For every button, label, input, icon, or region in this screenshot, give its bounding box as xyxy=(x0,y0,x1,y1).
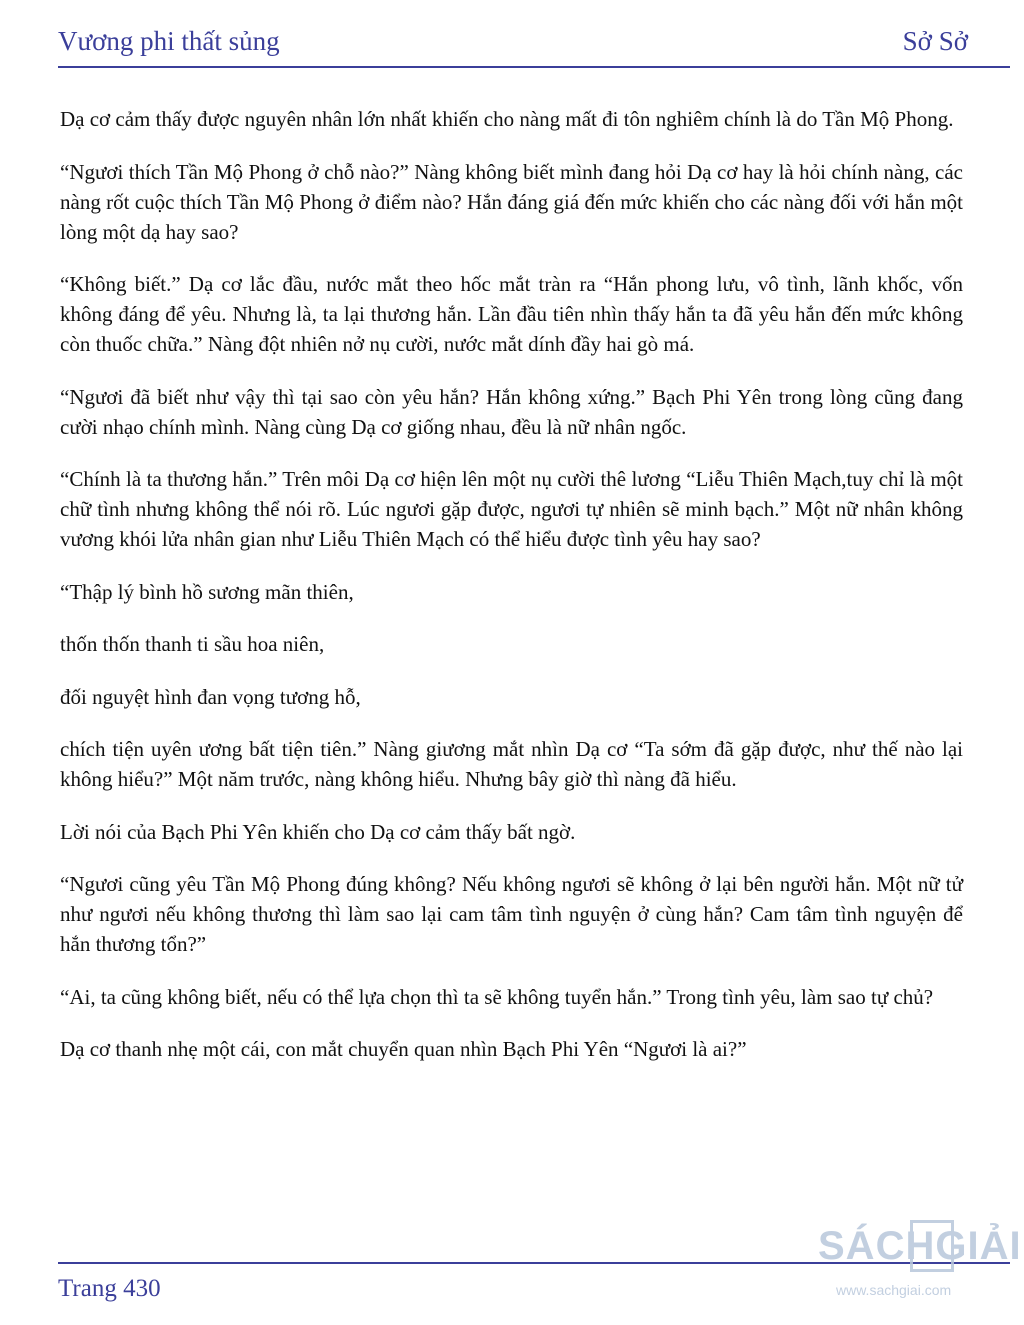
page-number: Trang 430 xyxy=(58,1275,161,1302)
paragraph: Lời nói của Bạch Phi Yên khiến cho Dạ cơ cảm thấy bất ngờ. xyxy=(60,819,576,844)
book-title: Vương phi thất sủng xyxy=(58,26,280,56)
watermark-brand: SÁCHGIẢI xyxy=(818,1224,1022,1268)
paragraph: “Ngươi cũng yêu Tần Mộ Phong đúng không? Nếu không ngươi sẽ không ở lại bên người hắn. Một nữ tử như ngươi nếu không thương thì làm sao lại cam tâm tình nguyện ở cùng hắn? Cam tâm tình nguyện để hắn thương tổn?” xyxy=(60,872,963,956)
poem-line: thốn thốn thanh ti sầu hoa niên, xyxy=(60,632,325,656)
paragraph: “Không biết.” Dạ cơ lắc đầu, nước mắt theo hốc mắt tràn ra “Hắn phong lưu, vô tình, lãnh khốc, vốn không đáng để yêu. Nhưng là, ta lại thương hắn. Lần đầu tiên nhìn thấy hắn ta đã yêu hắn đến mức không còn thuốc chữa.” Nàng đột nhiên nở nụ cười, nước mắt dính đầy hai gò má. xyxy=(60,272,963,356)
page-header xyxy=(58,24,1010,68)
page-body xyxy=(60,104,963,1087)
paragraph: Dạ cơ cảm thấy được nguyên nhân lớn nhất khiến cho nàng mất đi tôn nghiêm chính là do Tần Mộ Phong. xyxy=(60,107,954,131)
paragraph: chích tiện uyên ương bất tiện tiên.” Nàng giương mắt nhìn Dạ cơ “Ta sớm đã gặp được, như thế nào lại không hiểu?” Một năm trước, nàng không hiểu. Nhưng bây giờ thì nàng đã hiểu. xyxy=(60,737,963,791)
paragraph: “Ngươi thích Tần Mộ Phong ở chỗ nào?” Nàng không biết mình đang hỏi Dạ cơ hay là hỏi chính nàng, các nàng rốt cuộc thích Tần Mộ Phong ở điểm nào? Hắn đáng giá đến mức khiến cho các nàng đối với hắn một lòng một dạ hay sao? xyxy=(60,159,963,244)
paragraph: “Ngươi đã biết như vậy thì tại sao còn yêu hắn? Hắn không xứng.” Bạch Phi Yên trong lòng cũng đang cười nhạo chính mình. Nàng cùng Dạ cơ giống nhau, đều là nữ nhân ngốc. xyxy=(60,384,963,439)
paragraph: “Ai, ta cũng không biết, nếu có thể lựa chọn thì ta sẽ không tuyển hắn.” Trong tình yêu, làm sao tự chủ? xyxy=(60,984,934,1009)
book-author: Sở Sở xyxy=(902,26,968,56)
watermark-logo xyxy=(818,1216,1022,1316)
poem-line: “Thập lý bình hồ sương mãn thiên, xyxy=(60,579,354,604)
poem-line: đối nguyệt hình đan vọng tương hỗ, xyxy=(60,684,361,709)
watermark-url: www.sachgiai.com xyxy=(836,1282,952,1298)
paragraph: “Chính là ta thương hắn.” Trên môi Dạ cơ hiện lên một nụ cười thê lương “Liễu Thiên Mạch,tuy chỉ là một chữ tình nhưng không thể nói rõ. Lúc ngươi gặp được, ngươi tự nhiên sẽ minh bạch.” Một nữ nhân không vương khói lửa nhân gian như Liễu Thiên Mạch có thể hiểu được tình yêu hay sao? xyxy=(60,467,963,551)
paragraph: Dạ cơ thanh nhẹ một cái, con mắt chuyển quan nhìn Bạch Phi Yên “Ngươi là ai?” xyxy=(60,1037,747,1061)
